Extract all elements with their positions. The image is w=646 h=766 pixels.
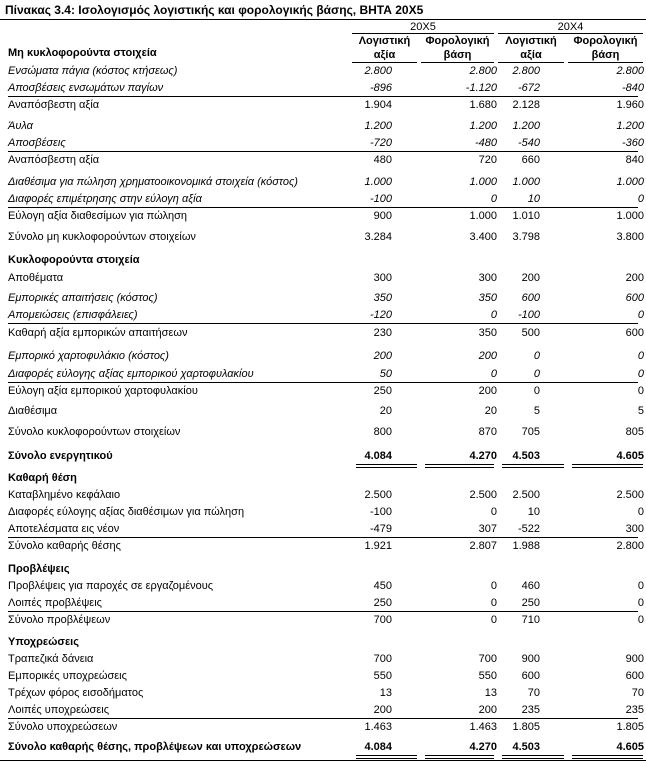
row-label: Εμπορικό χαρτοφυλάκιο (κόστος)	[8, 350, 169, 362]
row-value-col4: 1.000	[616, 176, 644, 188]
row-value-col1: 300	[373, 272, 392, 284]
row-label: Άυλα	[8, 120, 33, 132]
row-value-col2: 2.807	[469, 540, 497, 552]
row-value-col1: 50	[379, 368, 392, 380]
row-label: Αποθέματα	[8, 272, 64, 284]
table-row	[0, 685, 646, 702]
row-value-col4: 0	[637, 580, 644, 592]
row-value-col3: -540	[517, 137, 540, 149]
row-value-col3: 0	[533, 368, 540, 380]
table-row	[0, 612, 646, 629]
section-header-row	[0, 45, 646, 62]
row-label: Σύνολο ενεργητικού	[8, 450, 113, 462]
row-value-col1: 200	[373, 704, 392, 716]
row-label: Σύνολο μη κυκλοφορούντων στοιχείων	[8, 231, 196, 243]
row-value-col1: 1.000	[364, 176, 392, 188]
row-value-col3: 70	[527, 687, 540, 699]
table-row	[0, 702, 646, 719]
row-label: Αποτελέσματα εις νέον	[8, 523, 120, 535]
row-label: Διαφορές εύλογης αξίας εμπορικού χαρτοφυλακίου	[8, 368, 254, 380]
row-label: Προβλέψεις για παροχές σε εργαζομένους	[8, 580, 214, 592]
row-value-col3: 2.800	[512, 65, 540, 77]
row-value-col4: 840	[625, 154, 644, 166]
row-value-col2: -480	[474, 137, 497, 149]
row-value-col3: -522	[517, 523, 540, 535]
row-value-col3: 705	[521, 426, 540, 438]
row-label: Καθαρή θέση	[8, 472, 77, 484]
subtotal-rule	[8, 323, 638, 324]
row-value-col4: 0	[637, 597, 644, 609]
row-label: Εύλογη αξία εμπορικού χαρτοφυλακίου	[8, 385, 198, 397]
table-row	[0, 325, 646, 342]
row-value-col3: 1.805	[512, 721, 540, 733]
row-value-col4: 1.960	[616, 99, 644, 111]
row-value-col4: 5	[637, 405, 644, 417]
table-row	[0, 719, 646, 736]
table-row	[0, 63, 646, 80]
row-value-col3: 1.988	[512, 540, 540, 552]
row-value-col3: 660	[521, 154, 540, 166]
row-label: Απομειώσεις (επισφάλειες)	[8, 309, 138, 321]
row-label: Κυκλοφορούντα στοιχεία	[8, 254, 140, 266]
row-value-col3: 3.798	[512, 231, 540, 243]
col-header-line2: αξία	[373, 49, 396, 61]
row-value-col4: 0	[637, 193, 644, 205]
row-value-col4: 4.605	[616, 741, 644, 753]
row-value-col1: 2.800	[364, 65, 392, 77]
double-rule	[572, 755, 643, 759]
section-header-row	[0, 634, 646, 651]
row-value-col3: 235	[521, 704, 540, 716]
row-value-col1: 480	[373, 154, 392, 166]
row-value-col2: 200	[478, 385, 497, 397]
row-value-col4: 70	[631, 687, 644, 699]
table-row	[0, 290, 646, 307]
row-label: Ενσώματα πάγια (κόστος κτήσεως)	[8, 65, 178, 77]
row-value-col4: 2.500	[616, 489, 644, 501]
row-label: Διαθέσιμα για πώληση χρηματοοικονομικά στοιχεία (κόστος)	[8, 176, 298, 188]
table-row	[0, 80, 646, 97]
section-header-row	[0, 561, 646, 578]
row-value-col2: 0	[490, 368, 497, 380]
row-value-col1: 3.284	[364, 231, 392, 243]
row-value-col2: 1.000	[469, 176, 497, 188]
row-value-col4: 600	[625, 292, 644, 304]
row-value-col1: -479	[369, 523, 392, 535]
total-row	[0, 739, 646, 756]
row-value-col4: 600	[625, 670, 644, 682]
row-value-col3: 5	[533, 405, 540, 417]
row-value-col2: 550	[478, 670, 497, 682]
row-value-col2: 2.800	[469, 65, 497, 77]
double-rule	[356, 755, 417, 759]
table-row	[0, 307, 646, 324]
row-label: Λοιπές υποχρεώσεις	[8, 704, 109, 716]
row-value-col4: 1.200	[616, 120, 644, 132]
row-value-col2: 0	[490, 193, 497, 205]
row-value-col3: 1.200	[512, 120, 540, 132]
row-value-col3: 600	[521, 670, 540, 682]
table-row	[0, 174, 646, 191]
table-row	[0, 383, 646, 400]
row-value-col1: 20	[379, 405, 392, 417]
row-value-col4: 0	[637, 506, 644, 518]
row-value-col2: 200	[478, 350, 497, 362]
row-value-col2: 1.200	[469, 120, 497, 132]
row-value-col1: 1.921	[364, 540, 392, 552]
row-value-col3: 10	[527, 506, 540, 518]
row-value-col2: 307	[478, 523, 497, 535]
row-value-col2: 4.270	[469, 450, 497, 462]
year-header-current: 20Χ5	[410, 21, 436, 33]
row-value-col1: 700	[373, 614, 392, 626]
col-header-line1: Λογιστική	[358, 35, 411, 47]
table-row	[0, 208, 646, 225]
row-value-col3: 200	[521, 272, 540, 284]
col-header-line1: Φορολογική	[425, 35, 490, 47]
row-value-col4: 0	[637, 614, 644, 626]
row-value-col4: 300	[625, 523, 644, 535]
table-row	[0, 521, 646, 538]
row-label: Σύνολο προβλέψεων	[8, 614, 111, 626]
row-value-col3: -672	[517, 82, 540, 94]
table-row	[0, 270, 646, 287]
col-header-line1: Λογιστική	[505, 35, 557, 47]
row-value-col1: 13	[379, 687, 392, 699]
row-value-col1: 1.463	[364, 721, 392, 733]
row-value-col4: -360	[621, 137, 644, 149]
row-value-col2: 350	[478, 327, 497, 339]
row-value-col1: 350	[373, 292, 392, 304]
row-label: Καταβλημένο κεφάλαιο	[8, 489, 121, 501]
row-value-col2: 0	[490, 506, 497, 518]
row-label: Διαθέσιμα	[8, 405, 58, 417]
col-header-line1: Φορολογική	[573, 35, 638, 47]
row-value-col2: 4.270	[469, 741, 497, 753]
row-label: Εμπορικές υποχρεώσεις	[8, 670, 127, 682]
row-value-col3: 460	[521, 580, 540, 592]
row-label: Αποσβέσεις	[8, 137, 66, 149]
row-value-col3: 0	[533, 350, 540, 362]
row-value-col1: 800	[373, 426, 392, 438]
row-label: Διαφορές επιμέτρησης στην εύλογη αξία	[8, 193, 202, 205]
row-value-col1: 4.084	[364, 450, 392, 462]
table-row	[0, 97, 646, 114]
row-value-col3: 4.503	[512, 450, 540, 462]
row-value-col2: 700	[478, 653, 497, 665]
table-row	[0, 229, 646, 246]
table-row	[0, 578, 646, 595]
row-value-col4: 0	[637, 350, 644, 362]
table-row	[0, 135, 646, 152]
double-rule	[502, 464, 564, 468]
row-value-col3: 1.000	[512, 176, 540, 188]
double-rule	[425, 755, 494, 759]
row-label: Τραπεζικά δάνεια	[8, 653, 94, 665]
row-value-col4: -840	[621, 82, 644, 94]
row-label: Καθαρή αξία εμπορικών απαιτήσεων	[8, 327, 188, 339]
row-value-col1: -120	[369, 309, 392, 321]
row-label: Σύνολο καθαρής θέσης	[8, 540, 121, 552]
table-row	[0, 487, 646, 504]
row-value-col2: 3.400	[469, 231, 497, 243]
row-value-col1: 250	[373, 385, 392, 397]
row-value-col1: 230	[373, 327, 392, 339]
col-header-line2: βάση	[591, 49, 620, 61]
row-value-col3: 250	[521, 597, 540, 609]
table-row	[0, 348, 646, 365]
row-value-col4: 805	[625, 426, 644, 438]
table-row	[0, 538, 646, 555]
row-value-col4: 0	[637, 309, 644, 321]
double-rule	[356, 464, 417, 468]
row-label: Αναπόσβεστη αξία	[8, 99, 100, 111]
row-label: Υποχρεώσεις	[8, 636, 79, 648]
row-label: Σύνολο κυκλοφορούντων στοιχείων	[8, 426, 181, 438]
row-value-col4: 1.805	[616, 721, 644, 733]
row-label: Λοιπές προβλέψεις	[8, 597, 102, 609]
row-label: Εμπορικές απαιτήσεις (κόστος)	[8, 292, 158, 304]
row-value-col3: 710	[521, 614, 540, 626]
row-value-col2: 870	[478, 426, 497, 438]
row-value-col2: 1.680	[469, 99, 497, 111]
row-value-col2: 13	[484, 687, 497, 699]
row-value-col1: 450	[373, 580, 392, 592]
row-label: Εύλογη αξία διαθεσίμων για πώληση	[8, 210, 187, 222]
row-value-col4: 235	[625, 704, 644, 716]
row-value-col2: 1.000	[469, 210, 497, 222]
section-header-row	[0, 252, 646, 269]
row-label: Τρέχων φόρος εισοδήματος	[8, 687, 144, 699]
table-row	[0, 595, 646, 612]
row-value-col4: 3.800	[616, 231, 644, 243]
row-value-col1: 4.084	[364, 741, 392, 753]
row-value-col4: 2.800	[616, 540, 644, 552]
row-value-col2: 200	[478, 704, 497, 716]
table-row	[0, 668, 646, 685]
col-header-line2: αξία	[520, 49, 542, 61]
row-value-col1: 700	[373, 653, 392, 665]
row-label: Σύνολο καθαρής θέσης, προβλέψεων και υποχρεώσεων	[8, 741, 302, 753]
row-label: Προβλέψεις	[8, 563, 70, 575]
row-value-col1: 550	[373, 670, 392, 682]
row-label: Αναπόσβεστη αξία	[8, 154, 100, 166]
row-value-col1: 1.200	[364, 120, 392, 132]
row-value-col2: 2.500	[469, 489, 497, 501]
row-value-col1: 2.500	[364, 489, 392, 501]
table-bottom-rule	[0, 760, 646, 761]
row-value-col2: 0	[490, 580, 497, 592]
row-value-col4: 0	[637, 368, 644, 380]
row-value-col2: 300	[478, 272, 497, 284]
table-row	[0, 403, 646, 420]
double-rule	[572, 464, 643, 468]
row-value-col2: 350	[478, 292, 497, 304]
row-value-col2: 0	[490, 614, 497, 626]
row-value-col1: 1.904	[364, 99, 392, 111]
row-value-col4: 600	[625, 327, 644, 339]
table-row	[0, 651, 646, 668]
table-row	[0, 152, 646, 169]
table-row	[0, 366, 646, 383]
row-value-col4: 900	[625, 653, 644, 665]
row-value-col1: 250	[373, 597, 392, 609]
row-value-col3: -100	[517, 309, 540, 321]
row-value-col3: 600	[521, 292, 540, 304]
row-value-col1: -720	[369, 137, 392, 149]
row-value-col3: 0	[533, 385, 540, 397]
col-header-line2: βάση	[443, 49, 472, 61]
row-value-col3: 2.500	[512, 489, 540, 501]
row-value-col3: 500	[521, 327, 540, 339]
row-value-col3: 1.010	[512, 210, 540, 222]
table-row	[0, 424, 646, 441]
row-value-col1: -100	[369, 193, 392, 205]
row-value-col2: 0	[490, 597, 497, 609]
table-row	[0, 118, 646, 135]
row-value-col2: 1.463	[469, 721, 497, 733]
row-value-col1: 200	[373, 350, 392, 362]
row-label: Διαφορές εύλογης αξίας διαθέσιμων για πώληση	[8, 506, 245, 518]
row-value-col2: 20	[484, 405, 497, 417]
row-value-col2: 720	[478, 154, 497, 166]
double-rule	[502, 755, 564, 759]
row-value-col3: 2.128	[512, 99, 540, 111]
table-title: Πίνακας 3.4: Ισολογισμός λογιστικής και φορολογικής βάσης, ΒΗΤΑ 20Χ5	[5, 3, 424, 17]
row-value-col2: 0	[490, 309, 497, 321]
row-value-col4: 1.000	[616, 210, 644, 222]
row-value-col1: -896	[369, 82, 392, 94]
table-row	[0, 191, 646, 208]
row-value-col4: 2.800	[616, 65, 644, 77]
row-value-col4: 4.605	[616, 450, 644, 462]
row-label: Μη κυκλοφορούντα στοιχεία	[8, 47, 157, 59]
row-label: Σύνολο υποχρεώσεων	[8, 721, 118, 733]
row-value-col3: 900	[521, 653, 540, 665]
table-row	[0, 504, 646, 521]
year-header-prior: 20Χ4	[557, 21, 584, 33]
row-value-col3: 4.503	[512, 741, 540, 753]
row-value-col1: 900	[373, 210, 392, 222]
double-rule	[425, 464, 494, 468]
section-header-row	[0, 470, 646, 487]
row-value-col1: -100	[369, 506, 392, 518]
row-value-col3: 10	[527, 193, 540, 205]
row-value-col4: 0	[637, 385, 644, 397]
row-value-col2: -1.120	[465, 82, 497, 94]
total-row	[0, 448, 646, 465]
row-value-col4: 200	[625, 272, 644, 284]
row-label: Αποσβέσεις ενσωμάτων παγίων	[8, 82, 164, 94]
